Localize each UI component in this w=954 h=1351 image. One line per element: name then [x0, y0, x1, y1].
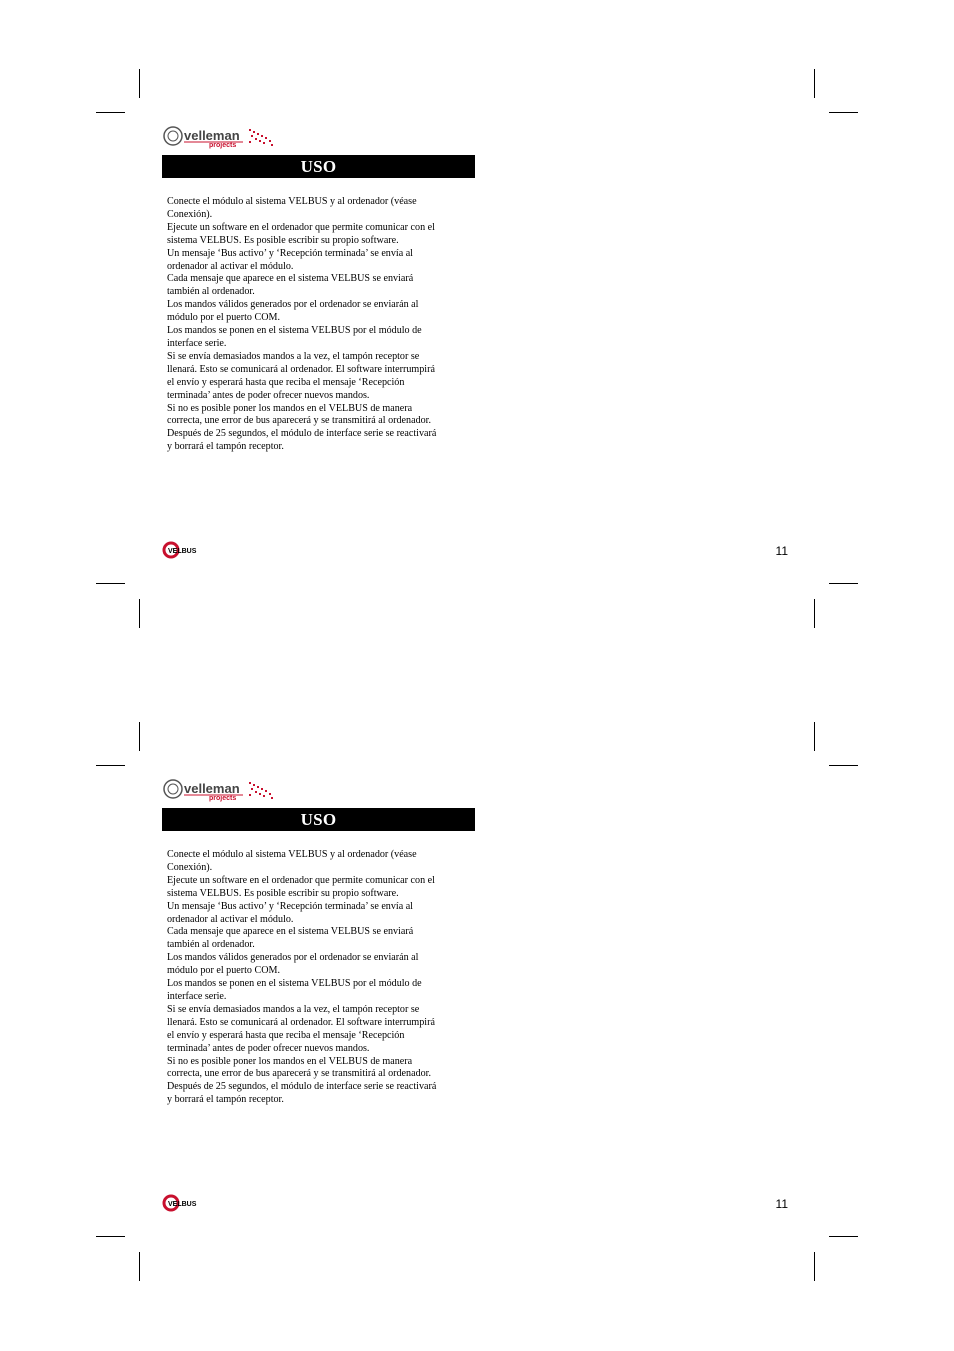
page-number: 11	[775, 544, 788, 558]
svg-text:VELBUS: VELBUS	[168, 548, 197, 555]
section-title: USO	[162, 808, 475, 831]
svg-text:projects: projects	[209, 142, 237, 149]
manual-page	[0, 0, 954, 640]
velbus-logo	[162, 1192, 202, 1214]
body-text: Conecte el módulo al sistema VELBUS y al ordenador (véase Conexión). Ejecute un software en el ordenador que permite comunicar con el sistema VELBUS. Es posible escribir su propio software. Un mensaje ‘Bus activo’ y ‘Recepción terminada’ se envía al ordenador al activar el módulo. Cada mensaje que aparece en el sistema VELBUS se enviará también al ordenador. Los mandos válidos generados por el ordenador se enviarán al módulo por el puerto COM. Los mandos se ponen en el sistema VELBUS por el módulo de interface serie. Si se envía demasiados mandos a la vez, el tampón receptor se llenará. Esto se comunicará al ordenador. El software interrumpirá el envío y esperará hasta que reciba el mensaje ‘Recepción terminada’ antes de poder ofrecer nuevos mandos. Si no es posible poner los mandos en el VELBUS de manera correcta, une error de bus aparecerá y se transmitirá al ordenador. Después de 25 segundos, el módulo de interface serie se reactivará y borrará el tampón receptor.	[167, 196, 437, 453]
svg-text:velleman: velleman	[184, 128, 240, 143]
velbus-logo	[162, 539, 202, 561]
page-number: 11	[775, 1197, 788, 1211]
svg-text:VELBUS: VELBUS	[168, 1201, 197, 1208]
section-title: USO	[162, 155, 475, 178]
manual-page	[0, 653, 954, 1293]
svg-text:projects: projects	[209, 795, 237, 802]
velleman-logo	[163, 125, 275, 149]
velleman-logo	[163, 778, 275, 802]
body-text: Conecte el módulo al sistema VELBUS y al ordenador (véase Conexión). Ejecute un software en el ordenador que permite comunicar con el sistema VELBUS. Es posible escribir su propio software. Un mensaje ‘Bus activo’ y ‘Recepción terminada’ se envía al ordenador al activar el módulo. Cada mensaje que aparece en el sistema VELBUS se enviará también al ordenador. Los mandos válidos generados por el ordenador se enviarán al módulo por el puerto COM. Los mandos se ponen en el sistema VELBUS por el módulo de interface serie. Si se envía demasiados mandos a la vez, el tampón receptor se llenará. Esto se comunicará al ordenador. El software interrumpirá el envío y esperará hasta que reciba el mensaje ‘Recepción terminada’ antes de poder ofrecer nuevos mandos. Si no es posible poner los mandos en el VELBUS de manera correcta, une error de bus aparecerá y se transmitirá al ordenador. Después de 25 segundos, el módulo de interface serie se reactivará y borrará el tampón receptor.	[167, 849, 437, 1106]
svg-text:velleman: velleman	[184, 781, 240, 796]
